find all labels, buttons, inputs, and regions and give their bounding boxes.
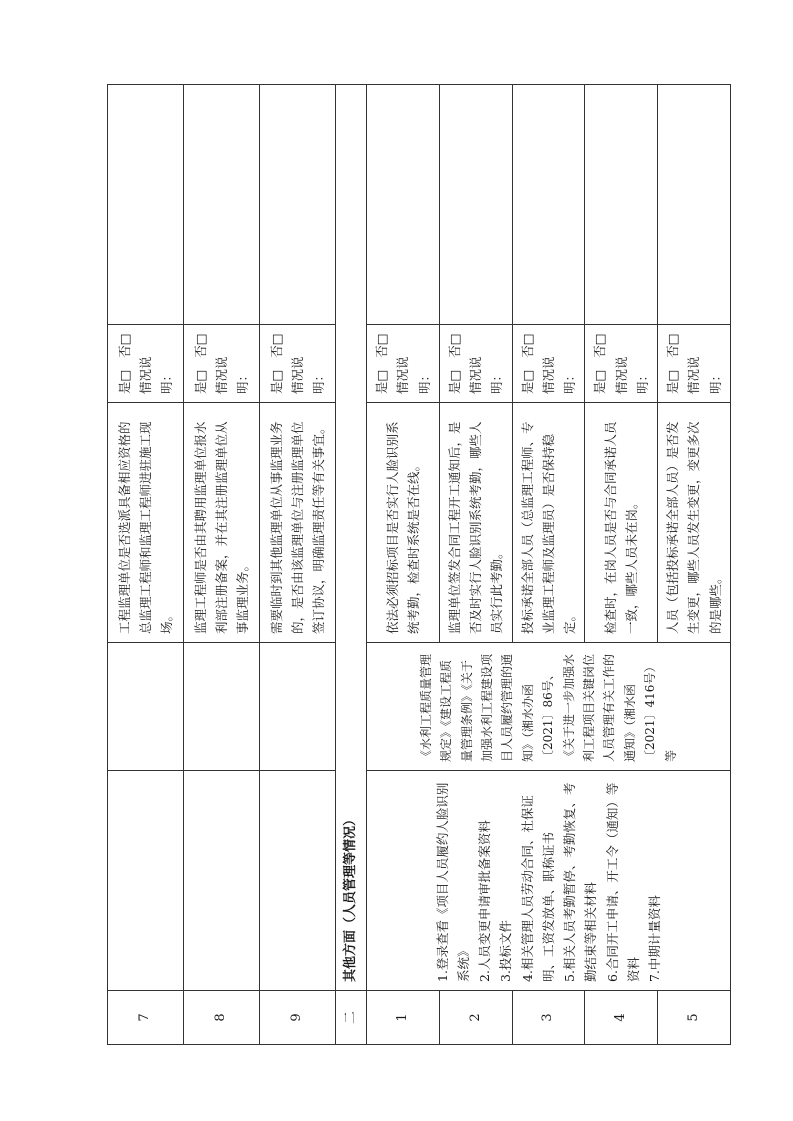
situation-note-label: 情况说明： xyxy=(686,356,723,394)
situation-note-label: 情况说明： xyxy=(468,356,505,394)
material-item: 1.登录查看《项目人员履约人脸识别系统》 xyxy=(434,782,471,982)
material-item: 4.相关管理人员劳动合同、社保证明、工资发放单、职称证书 xyxy=(519,795,556,982)
materials-cell xyxy=(184,771,260,991)
remark-cell xyxy=(367,85,440,325)
check-item: 需要临时到其他监理单位从事监理业务的，是否由该监理单位与注册监理单位签订协议，明确监理责任等有关事宜。 xyxy=(260,403,336,643)
remark-cell xyxy=(184,85,260,325)
check-item: 依法必须招标项目是否实行人脸识别系统考勤，检查时系统是否在线。 xyxy=(367,403,440,643)
inspection-table xyxy=(107,84,731,1045)
check-result xyxy=(367,325,440,403)
basis-cell xyxy=(108,643,184,771)
material-item: 5.相关人员考勤暂停、考勤恢复、考勤结束等相关材料 xyxy=(562,782,599,982)
remark-cell xyxy=(439,85,512,325)
check-item: 投标承诺全部人员（总监理工程师、专业监理工程师及监理员）是否保持稳定。 xyxy=(512,403,585,643)
row-number: 8 xyxy=(184,991,260,1045)
row-number: 4 xyxy=(585,991,658,1045)
situation-note-label: 情况说明： xyxy=(213,356,251,394)
situation-note-label: 情况说明： xyxy=(289,356,327,394)
material-item: 6.合同开工申请、开工令（通知）等资料 xyxy=(604,782,641,982)
remark-cell xyxy=(108,85,184,325)
remark-cell xyxy=(585,85,658,325)
check-result xyxy=(260,325,336,403)
table-row xyxy=(260,85,336,1045)
yes-no-checkbox[interactable]: 是□ 否□ xyxy=(268,333,284,394)
table-row xyxy=(108,85,184,1045)
yes-no-checkbox[interactable]: 是□ 否□ xyxy=(446,333,462,394)
situation-note-label: 情况说明： xyxy=(540,356,578,394)
remark-cell xyxy=(512,85,585,325)
section-number: 二 xyxy=(336,991,367,1045)
row-number: 3 xyxy=(512,991,585,1045)
yes-no-checkbox[interactable]: 是□ 否□ xyxy=(374,333,390,394)
materials-list xyxy=(367,771,731,991)
basis-cell xyxy=(260,643,336,771)
materials-cell xyxy=(260,771,336,991)
remark-cell xyxy=(658,85,731,325)
section-header-row xyxy=(336,85,367,1045)
check-result xyxy=(585,325,658,403)
row-number: 7 xyxy=(108,991,184,1045)
check-item: 人员（包括投标承诺全部人员）是否发生变更，哪些人员发生变更，变更多次的是哪些。 xyxy=(658,403,731,643)
row-number: 9 xyxy=(260,991,336,1045)
situation-note-label: 情况说明： xyxy=(395,356,432,394)
row-number: 5 xyxy=(658,991,731,1045)
check-item: 监理单位签发合同工程开工通知后，是否及时实行人脸识别系统考勤，哪些人员实行此考勤。 xyxy=(439,403,512,643)
yes-no-checkbox[interactable]: 是□ 否□ xyxy=(519,333,535,394)
materials-cell xyxy=(108,771,184,991)
table-row xyxy=(184,85,260,1045)
basis-documents: 《水利工程质量管理规定》《建设工程质量管理条例》《关于加强水利工程建设项目人员履约管理的通知》（湘水办函〔2021〕86号、《关于进一步加强水利工程项目关键岗位人员管理有关工作的通知》（湘水函〔2021〕416号）等 xyxy=(367,643,731,771)
material-item: 2.人员变更申请审批备案资料 xyxy=(477,820,493,982)
material-item: 3.投标文件 xyxy=(498,920,514,982)
row-number: 1 xyxy=(367,991,440,1045)
section-title: 其他方面（人员管理等情况） xyxy=(336,85,367,991)
yes-no-checkbox[interactable]: 是□ 否□ xyxy=(116,333,132,394)
basis-cell xyxy=(184,643,260,771)
table-row xyxy=(367,85,440,1045)
situation-note-label: 情况说明： xyxy=(613,356,650,394)
yes-no-checkbox[interactable]: 是□ 否□ xyxy=(665,333,681,394)
remark-cell xyxy=(260,85,336,325)
check-item: 监理工程师是否由其聘用监理单位报水利部注册备案，并在其注册监理单位从事监理业务。 xyxy=(184,403,260,643)
yes-no-checkbox[interactable]: 是□ 否□ xyxy=(592,333,608,394)
check-result xyxy=(658,325,731,403)
material-item: 7.中期计量资料 xyxy=(647,895,663,982)
yes-no-checkbox[interactable]: 是□ 否□ xyxy=(192,333,208,394)
check-item: 工程监理单位是否选派具备相应资格的总监理工程师和监理工程师进驻施工现场。 xyxy=(108,403,184,643)
row-number: 2 xyxy=(439,991,512,1045)
check-result xyxy=(439,325,512,403)
check-result xyxy=(184,325,260,403)
check-item: 检查时，在岗人员是否与合同承诺人员一致，哪些人员未在岗。 xyxy=(585,403,658,643)
check-result xyxy=(108,325,184,403)
situation-note-label: 情况说明： xyxy=(137,356,175,394)
rotated-page xyxy=(107,85,723,1045)
check-result xyxy=(512,325,585,403)
